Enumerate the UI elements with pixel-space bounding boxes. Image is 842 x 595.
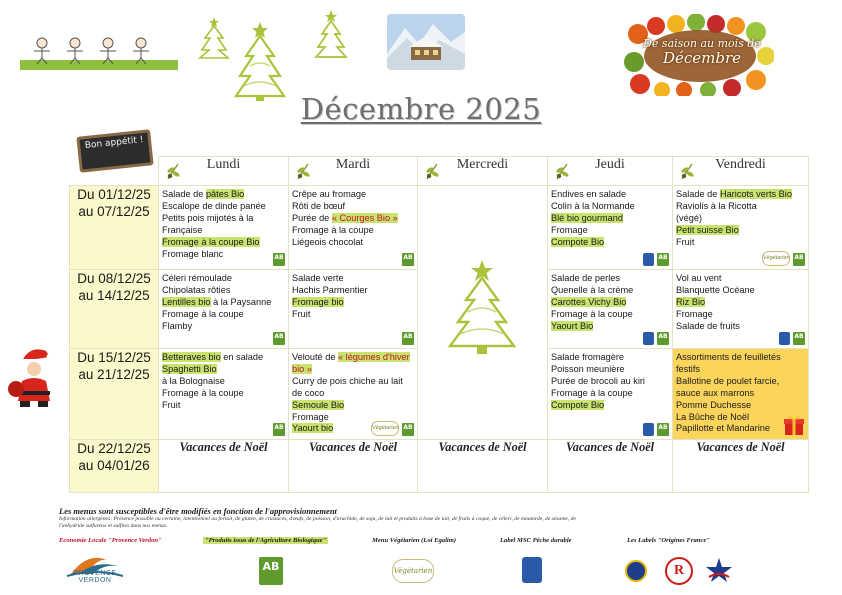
menu-cell [548,349,673,440]
ab-organic-icon: AB [273,423,285,436]
fruit-basket-icon [624,14,774,96]
dish-item [551,285,669,297]
dish-item [292,201,414,213]
dish-text: Liégeois chocolat [292,236,363,247]
dish-item [162,213,285,237]
dish-text: en salade [220,352,264,362]
dish-item [292,273,414,285]
dish-item [551,273,669,285]
vegetarian-label-icon: Végétarien [762,251,790,266]
children-banner-icon [20,34,178,70]
fruit-logo-line2: Décembre [662,49,742,67]
dish-text: Salade verte [292,273,344,283]
msc-label-icon [643,253,654,266]
dish-item [292,376,414,400]
gift-box-icon [783,414,805,436]
dish-text: Fromage à la coupe [162,387,244,398]
legend-origin-labels: Les Labels "Origines France" [627,537,710,544]
dish-item [551,376,669,388]
allergen-info [59,516,819,530]
ab-organic-icon: AB [793,332,805,345]
organic-highlight: pâtes Bio [205,189,245,199]
organic-highlight: Haricots verts Bio [719,189,792,199]
menu-cell [159,349,289,440]
dish-item [162,400,285,412]
organic-highlight: Fromage bio [292,296,344,307]
organic-highlight: Riz Bio [676,296,706,307]
dish-text: Fromage à la coupe [551,308,633,319]
chalkboard-text: Bon appétit ! [84,135,144,152]
dish-text: Salade de perles [551,273,620,283]
dish-text: Salade de fruits [676,320,740,331]
vacation-row [70,440,809,493]
provence-verdon-text: PROVENCE VERDON [73,570,117,584]
week-start: Du 22/12/25 [77,441,151,456]
week-start: Du 01/12/25 [77,187,151,202]
dish-item [162,201,285,213]
corner-cell [70,157,159,186]
dish-text: Colin à la Normande [551,200,635,211]
dish-item [676,225,805,237]
dish-text: Fruit [676,236,695,247]
page-title: Décembre 2025 [300,92,542,126]
day-header-lundi [159,157,289,186]
dish-item [292,297,414,309]
dish-text: Flamby [162,320,193,331]
msc-label-icon [643,332,654,345]
dish-text: Fromage blanc [162,248,224,259]
santa-claus-icon [8,343,62,409]
dish-item [551,237,669,249]
week-end: au 14/12/25 [78,288,150,303]
dish-item [551,189,669,201]
header-row [70,157,809,186]
christmas-tree-icon [232,20,288,102]
week-label [70,186,159,270]
dish-text: Purée de brocoli au kiri [551,375,645,386]
dish-item [551,400,669,412]
dish-item [551,352,669,364]
day-label: Vendredi [715,157,766,172]
dish-text: Pomme Duchesse [676,399,752,410]
organic-highlight: Blé bio gourmand [551,212,624,223]
msc-label-icon [643,423,654,436]
dish-item [551,388,669,400]
dish-text: Crêpe au fromage [292,189,367,199]
organic-highlight: Betteraves bio [162,352,221,362]
dish-text: Rôti de bœuf [292,200,346,211]
dish-item [551,201,669,213]
dish-item [676,189,805,201]
ab-organic-icon: AB [402,253,414,266]
dish-text: Fromage [292,411,329,422]
legend-msc: Label MSC Pêche durable [500,537,572,544]
week-label [70,349,159,440]
menu-cell [548,186,673,270]
msc-label-icon [779,332,790,345]
dish-item [676,321,805,333]
dish-text: Ballotine de poulet farcie, sauce aux marrons [676,375,780,398]
mercredi-tree-cell [418,186,548,440]
organic-highlight: Yaourt Bio [551,320,594,331]
day-label: Jeudi [595,157,625,172]
dish-item [162,273,285,285]
menu-cell [673,186,809,270]
dish-item [676,309,805,321]
menu-cell [289,349,418,440]
week-label [70,440,159,493]
dish-item [292,213,414,225]
dish-text: Salade de [162,189,206,199]
dish-item [551,225,669,237]
day-label: Mardi [335,157,371,172]
dish-item [292,352,414,376]
dish-item [676,213,805,225]
dish-item [676,376,805,400]
dish-text: Fromage [676,308,713,319]
week-end: au 07/12/25 [78,204,150,219]
day-header-mardi [289,157,418,186]
dish-item [292,285,414,297]
menu-cell [289,270,418,349]
vacation-cell: Vacances de Noël [418,440,548,493]
dish-text: Fruit [292,308,311,319]
dish-text: Petits pois mijotés à la Française [162,212,254,235]
legend-vegetarian: Menu Végétarien (Loi Egalim) [372,537,457,544]
day-label: Mercredi [456,157,509,172]
dish-text: Curry de pois chiche au lait de coco [292,375,403,398]
week-end: au 04/01/26 [78,458,150,473]
ab-organic-icon: AB [402,423,414,436]
dish-item [551,364,669,376]
dish-item [162,297,285,309]
dish-text: Blanquette Océane [676,284,755,295]
dish-item [292,400,414,412]
vegetarian-label-icon: Végétarien [371,421,399,436]
ab-organic-icon: AB [402,332,414,345]
label-rouge-icon: R [665,557,693,585]
dish-item [676,237,805,249]
ab-organic-icon: AB [259,557,283,585]
dish-item [162,364,285,376]
christmas-tree-icon [313,8,349,60]
organic-highlight: Yaourt bio [292,423,334,434]
organic-highlight: Spaghetti Bio [162,363,217,374]
vacation-cell: Vacances de Noël [673,440,809,493]
dish-item [162,388,285,400]
ab-organic-icon: AB [793,253,805,266]
dish-text: Céleri rémoulade [162,273,232,283]
dish-text: Chipolatas rôties [162,284,231,295]
mountain-photo-icon [387,14,465,70]
week-end: au 21/12/25 [78,367,150,382]
ab-organic-icon: AB [657,423,669,436]
day-header-jeudi [548,157,673,186]
dish-text: Endives en salade [551,189,627,199]
vegetarian-label-icon: Végétarien [392,559,434,583]
dish-text: Hachis Parmentier [292,284,368,295]
dish-text: Fromage à la coupe [292,224,374,235]
week-label [70,270,159,349]
dish-item [676,201,805,213]
menu-cell [289,186,418,270]
dish-item [292,225,414,237]
dish-item [162,352,285,364]
allergen-line1: Information allergènes: Présence possible ou certaine, intentionnel ou fortuit, de gluten, de crustacés, d'œufs, de poisson, d'arachide, de soja, de lait et produits à base de lait, de fruits à coque, de céleri, de moutarde, de sésame, de [59,516,576,522]
day-header-vendredi [673,157,809,186]
dish-item [162,376,285,388]
fruit-logo-line1: De saison au mois de [643,37,761,50]
week-start: Du 15/12/25 [77,350,151,365]
dish-item [162,285,285,297]
dish-text: Fruit [162,399,181,410]
dish-text: Velouté de [292,352,338,362]
olive-branch-icon [679,162,695,180]
ab-organic-icon: AB [657,332,669,345]
vacation-cell: Vacances de Noël [159,440,289,493]
olive-branch-icon [295,162,311,180]
dish-text: Fromage à la coupe [551,387,633,398]
dish-text: Salade de [676,189,720,199]
dish-text: Fromage à la coupe [162,308,244,319]
dish-text: à la Bolognaise [162,375,225,386]
ab-organic-icon: AB [273,253,285,266]
dish-item [292,237,414,249]
dish-item [676,352,805,376]
dish-item [551,213,669,225]
dish-item [551,297,669,309]
allergen-line2: l'anhydride sulfureux et sulfites dans nos menus. [59,523,168,529]
menu-cell-festive [673,349,809,440]
organic-highlight: Carottes Vichy Bio [551,296,627,307]
provence-verdon-logo [57,550,133,588]
quality-seal-icon [625,560,647,582]
dish-text: Escalope de dinde panée [162,200,266,211]
ab-organic-icon: AB [273,332,285,345]
star-label-icon [705,557,733,583]
menu-table [69,156,809,493]
dish-text: Poisson meunière [551,363,625,374]
dish-item [162,309,285,321]
dish-item [292,189,414,201]
dish-item [676,285,805,297]
ab-organic-icon: AB [657,253,669,266]
olive-branch-icon [165,162,181,180]
organic-highlight: « légumes d'hiver bio » [292,352,410,374]
day-label: Lundi [206,157,241,172]
dish-text: Purée de [292,212,332,223]
vacation-cell: Vacances de Noël [289,440,418,493]
organic-highlight: Lentilles bio [162,296,211,307]
olive-branch-icon [424,162,440,180]
dish-text: Vol au vent [676,273,722,283]
dish-text: Quenelle à la crème [551,284,634,295]
organic-highlight: Compote Bio [551,236,605,247]
dish-item [676,297,805,309]
olive-branch-icon [554,162,570,180]
vacation-cell: Vacances de Noël [548,440,673,493]
christmas-tree-icon [197,14,231,60]
dish-item [292,309,414,321]
dish-item [162,321,285,333]
dish-item [162,237,285,249]
christmas-tree-icon [418,256,547,436]
dish-item [162,189,285,201]
legend-organic: "Produits issus de l'Agriculture Biologique" [205,537,327,544]
dish-item [162,249,285,261]
msc-label-icon [522,557,542,583]
menu-cell [673,270,809,349]
organic-highlight: Compote Bio [551,399,605,410]
menu-cell [548,270,673,349]
week-row [70,186,809,270]
organic-highlight: Semoule Bio [292,399,345,410]
menu-cell [159,186,289,270]
dish-item [551,321,669,333]
footer-title: Les menus sont susceptibles d'être modifiés en fonction de l'approvisionnement [59,506,337,516]
dish-text: (végé) [676,212,703,223]
dish-text: La Bûche de Noël [676,411,750,422]
day-header-mercredi [418,157,548,186]
organic-highlight: Petit suisse Bio [676,224,739,235]
week-start: Du 08/12/25 [77,271,151,286]
dish-text: Salade fromagère [551,352,625,362]
dish-item [676,273,805,285]
dish-text: Assortiments de feuilletés festifs [676,352,781,374]
menu-cell [159,270,289,349]
organic-highlight: « Courges Bio » [331,212,398,223]
dish-text: Papillotte et Mandarine [676,423,770,434]
dish-text: à la Paysanne [210,296,272,307]
organic-highlight: Fromage à la coupe Bio [162,236,260,247]
dish-item [551,309,669,321]
dish-item [676,400,805,412]
dish-text: Raviolis à la Ricotta [676,200,757,211]
dish-text: Fromage [551,224,588,235]
legend-local-economy: Economie Locale "Provence Verdon" [59,537,162,544]
